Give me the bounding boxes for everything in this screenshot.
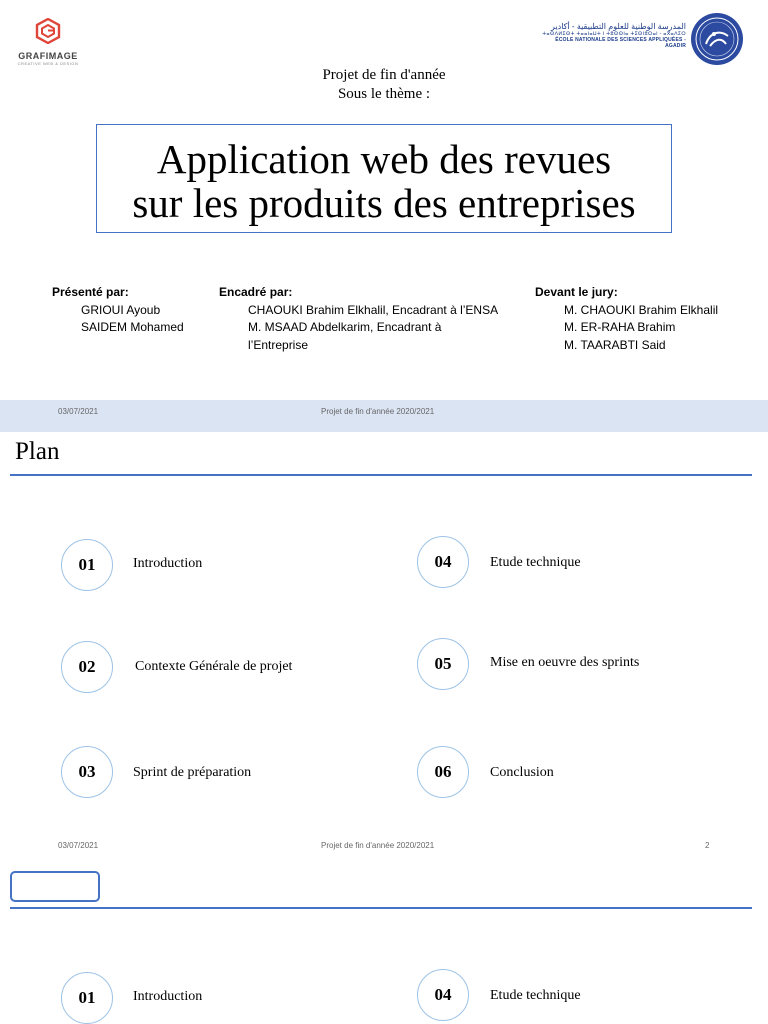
title-line1: Application web des revues xyxy=(156,136,612,182)
jury-block xyxy=(535,284,718,354)
plan-item-label: Sprint de préparation xyxy=(133,765,252,780)
plan-number-circle: 03 xyxy=(61,746,113,798)
jury-heading: Devant le jury: xyxy=(535,285,618,299)
subtitle-line2: Sous le thème : xyxy=(337,86,431,102)
empty-title-placeholder xyxy=(10,871,100,902)
presenter-name: GRIOUI Ayoub xyxy=(81,302,161,317)
plan-item-label: Etude technique xyxy=(490,988,581,1003)
footer-band xyxy=(0,400,768,432)
ensa-tifinagh-name: ⵜⴰⵙⴷⵍⵉⵙⵜ ⵜⴰⴰⵏⴰⵡⵜ ⵏ ⵜⵓⵙⵙⵏⴰ ⵜⵉⵙⵏⵓⵔⴰⵏ - ⴰⴳⴰⴷⵉⵔ xyxy=(542,31,686,37)
page-number: 2 xyxy=(705,841,710,850)
jury-member: M. TAARABTI Said xyxy=(564,337,666,352)
jury-member: M. ER-RAHA Brahim xyxy=(564,320,676,334)
plan-number-circle: 02 xyxy=(61,641,113,693)
plan-number-circle: 01 xyxy=(61,539,113,591)
footer-date: 03/07/2021 xyxy=(58,841,99,850)
title-underline xyxy=(10,474,752,476)
jury-member: M. CHAOUKI Brahim Elkhalil xyxy=(564,302,719,317)
grafimage-brand-text: GRAFIMAGE xyxy=(18,51,78,61)
ensa-french-name: ÉCOLE NATIONALE DES SCIENCES APPLIQUÉES - AGADIR xyxy=(555,37,686,49)
title-box xyxy=(96,124,672,233)
plan-number-circle: 05 xyxy=(417,638,469,690)
ensa-arabic-name: المدرسة الوطنية للعلوم التطبيقية - أكادير xyxy=(551,22,686,31)
presenter-name: SAIDEM Mohamed xyxy=(81,320,184,334)
presented-by-block xyxy=(52,284,184,337)
footer-project: Projet de fin d'année 2020/2021 xyxy=(321,407,435,416)
grafimage-tagline: CREATIVE WEB & DESIGN xyxy=(17,61,79,66)
plan-number-circle: 01 xyxy=(61,972,113,1024)
title-slide xyxy=(0,0,768,432)
supervisor-line: CHAOUKI Brahim Elkhalil, Encadrant à l’ENSA xyxy=(248,302,499,317)
plan-number-circle: 06 xyxy=(417,746,469,798)
plan-item-label: Conclusion xyxy=(490,765,554,780)
subtitle-line1: Projet de fin d'année xyxy=(322,67,446,83)
plan-item-label: Introduction xyxy=(133,989,203,1004)
supervisor-line: M. MSAAD Abdelkarim, Encadrant à xyxy=(248,320,442,334)
presented-by-heading: Présenté par: xyxy=(52,285,129,299)
plan-item-label: Mise en oeuvre des sprints xyxy=(490,655,640,670)
supervised-by-heading: Encadré par: xyxy=(219,285,293,299)
title-underline xyxy=(10,907,752,909)
plan-item-label: Etude technique xyxy=(490,555,581,570)
ensa-seal-icon xyxy=(690,12,744,66)
plan-title: Plan xyxy=(15,438,60,465)
plan-number-circle: 04 xyxy=(417,536,469,588)
supervised-by-block xyxy=(219,284,498,354)
grafimage-logo xyxy=(6,18,90,66)
supervisor-line: l’Entreprise xyxy=(248,337,309,352)
grafimage-logo-icon xyxy=(35,18,61,44)
ensa-agadir-logo xyxy=(540,12,750,62)
footer-date: 03/07/2021 xyxy=(58,407,99,416)
title-line2: sur les produits des entreprises xyxy=(132,180,636,226)
plan-item-label: Introduction xyxy=(133,556,203,571)
plan-item-label: Contexte Générale de projet xyxy=(135,659,293,674)
footer-project: Projet de fin d'année 2020/2021 xyxy=(321,841,435,850)
plan-number-circle: 04 xyxy=(417,969,469,1021)
